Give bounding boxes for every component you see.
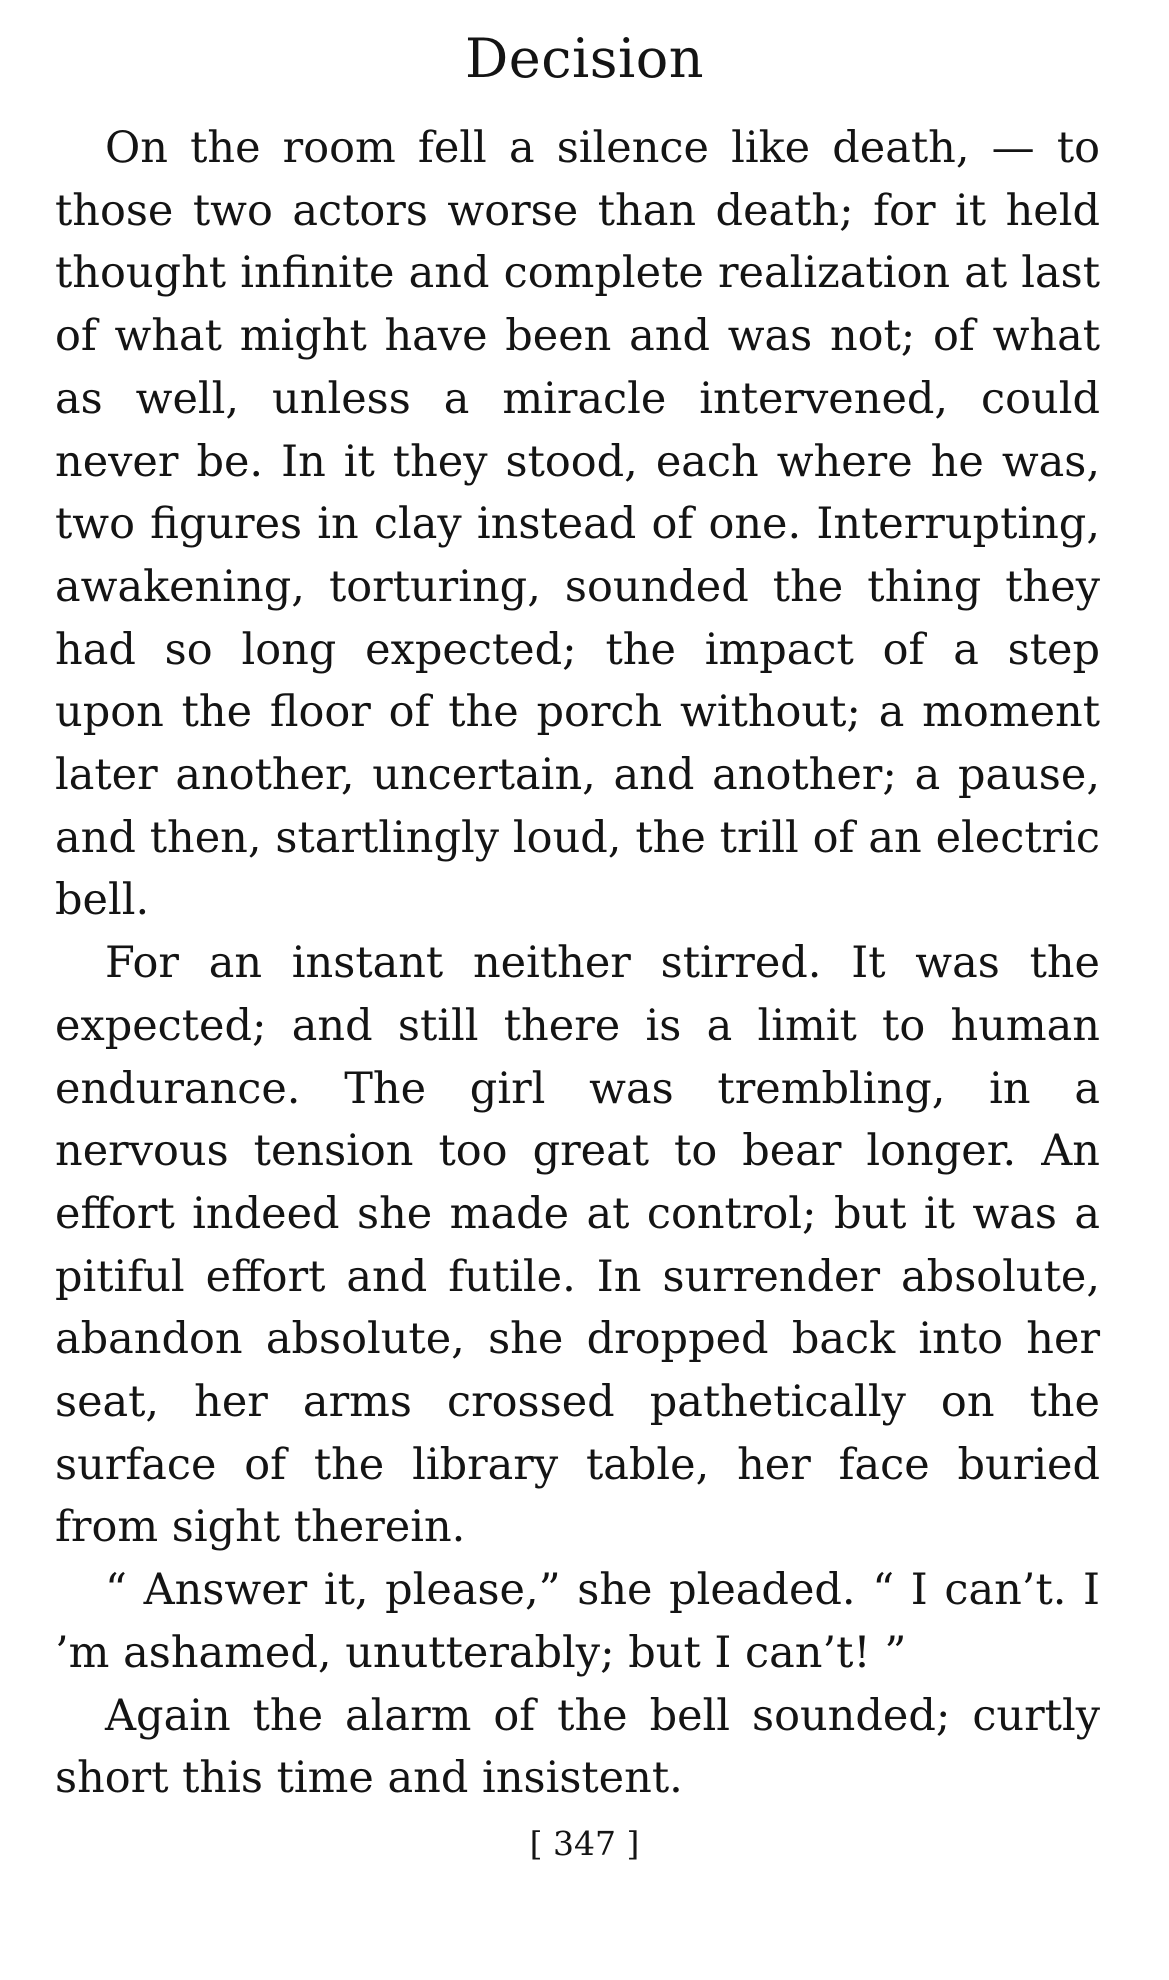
paragraph: On the room fell a silence like death, — to those two actors worse than death; for it held thought infinite and complete realization at last of what might have been and was not; of what as well, unless a miracle intervened, could never be. In it they stood, each where he was, two figures in clay instead of one. Interrupting, awakening, torturing, sounded the thing they had so long expected; the impact of a step upon the floor of the porch without; a moment later another, uncertain, and another; a pause, and then, startlingly loud, the trill of an electric bell.	[55, 123, 1100, 926]
paragraph: For an instant neither stirred. It was the expected; and still there is a limit to human endurance. The girl was trembling, in a nervous tension too great to bear longer. An effort indeed she made at control; but it was a pitiful effort and futile. In surrender absolute, abandon absolute, she dropped back into her seat, her arms crossed pathetically on the surface of the library table, her face buried from sight therein.	[55, 938, 1100, 1553]
body-text	[55, 117, 1100, 1810]
paragraph: Again the alarm of the bell sounded; curtly short this time and insistent.	[55, 1690, 1100, 1804]
page-number: [ 347 ]	[529, 1824, 640, 1863]
paragraph: “ Answer it, please,” she pleaded. “ I can’t. I ’m ashamed, unutterably; but I can’t! ”	[55, 1565, 1100, 1678]
running-head: Decision	[464, 27, 705, 90]
